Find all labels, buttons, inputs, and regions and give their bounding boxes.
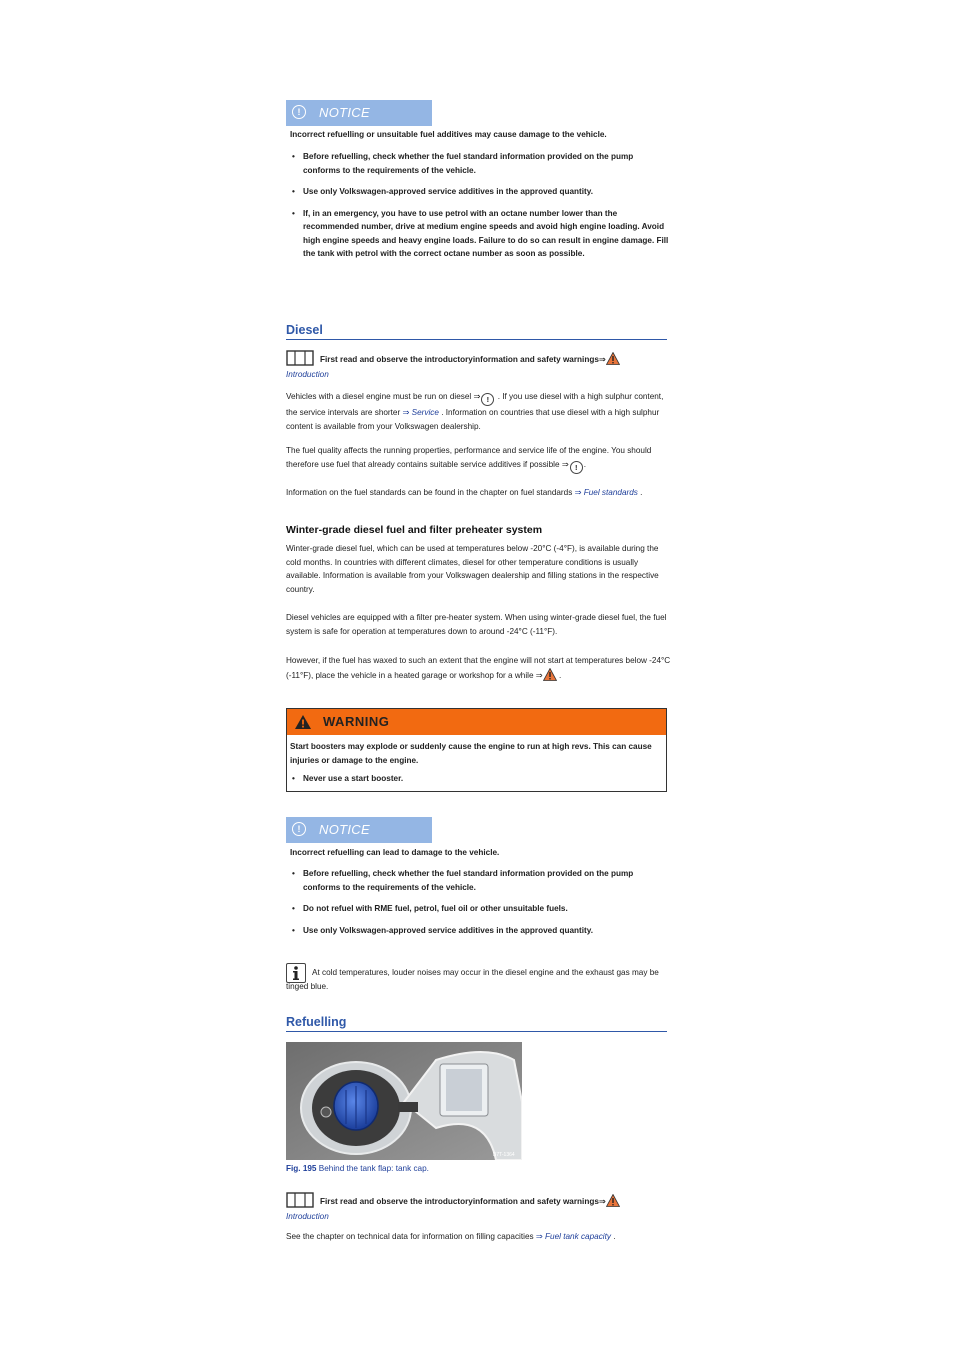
exclamation-icon: !: [292, 105, 306, 119]
warning-lead: Start boosters may explode or suddenly cause the engine to run at high revs. This can cause injuries or damage to the engine.: [290, 742, 652, 765]
notice-lead: Incorrect refuelling can lead to damage to the vehicle.: [290, 848, 500, 857]
tank-cap-figure: [286, 1042, 522, 1160]
introduction-link[interactable]: Introduction: [286, 1212, 329, 1221]
notice-list: [292, 867, 672, 945]
exclamation-icon: !: [292, 822, 306, 836]
list-item: • Do not refuel with RME fuel, petrol, fuel oil or other unsuitable fuels.: [292, 902, 672, 916]
list-item: • Before refuelling, check whether the fuel standard information provided on the pump conforms to the requirements of the vehicle.: [292, 150, 672, 177]
list-item: • Before refuelling, check whether the fuel standard information provided on the pump conforms to the requirements of the vehicle.: [292, 867, 672, 894]
refuelling-paragraph-1: See the chapter on technical data for information on filling capacities ⇒ Fuel tank capacity .: [286, 1232, 616, 1241]
warning-title: WARNING: [323, 714, 390, 729]
warning-box: [286, 708, 667, 792]
notice-header: [286, 817, 432, 843]
winter-paragraph-3: However, if the fuel has waxed to such an extent that the engine will not start at temperatures below -24°C (-11°F), place the vehicle in a heated garage or workshop for a while ⇒ .: [286, 656, 671, 680]
notice-title: NOTICE: [319, 105, 370, 120]
warning-triangle-icon: [543, 668, 557, 681]
winter-paragraph-1: Winter-grade diesel fuel, which can be used at temperatures below -20°C (-4°F), is available during the cold months. In countries with different climates, diesel for other temperature conditions is usually available. Information is available from your Volkswagen dealership and filling stations in the respective country.: [286, 544, 659, 594]
list-item: • Use only Volkswagen-approved service additives in the approved quantity.: [292, 924, 672, 938]
notice-header: [286, 100, 432, 126]
diesel-paragraph-3: Information on the fuel standards can be found in the chapter on fuel standards ⇒ Fuel standards .: [286, 488, 643, 497]
book-icon: [286, 350, 314, 366]
intro-text: First read and observe the introductoryinformation and safety warnings⇒: [320, 352, 620, 367]
winter-diesel-heading: Winter-grade diesel fuel and filter preheater system: [286, 524, 543, 536]
warning-header: [287, 709, 666, 735]
warning-triangle-icon: [606, 1194, 620, 1207]
figure-code: B7T-1364: [493, 1152, 515, 1158]
winter-paragraph-2: Diesel vehicles are equipped with a filter pre-heater system. When using winter-grade diesel fuel, the fuel system is safe for operation at temperatures down to around -24°C (-11°F).: [286, 613, 667, 636]
diesel-paragraph-1: Vehicles with a diesel engine must be run on diesel ⇒ ! . If you use diesel with a high sulphur content, the service intervals are shorter ⇒ Service . Information on countries that use diesel with a high sulphur content is available from your Volkswagen dealership.: [286, 392, 664, 431]
notice-lead: Incorrect refuelling or unsuitable fuel additives may cause damage to the vehicle.: [290, 130, 607, 139]
list-item: • Use only Volkswagen-approved service additives in the approved quantity.: [292, 185, 672, 199]
figure-caption: Fig. 195 Behind the tank flap: tank cap.: [286, 1164, 429, 1173]
notice-inline-icon: !: [481, 393, 494, 406]
warning-triangle-icon: [606, 352, 620, 365]
section-title-refuelling: Refuelling: [286, 1015, 667, 1032]
intro-text: First read and observe the introductoryinformation and safety warnings⇒: [320, 1194, 620, 1209]
warning-icon: [294, 714, 312, 730]
notice-inline-icon: !: [570, 461, 583, 474]
section-title-diesel: Diesel: [286, 323, 667, 340]
notice-title: NOTICE: [319, 822, 370, 837]
diesel-paragraph-2: The fuel quality affects the running properties, performance and service life of the engine. You should therefore use fuel that already contains suitable service additives if possible ⇒ ! .: [286, 446, 652, 472]
fuel-tank-capacity-link[interactable]: ⇒ Fuel tank capacity: [535, 1232, 611, 1241]
info-note-text: At cold temperatures, louder noises may occur in the diesel engine and the exhaust gas may be tinged blue.: [286, 968, 659, 991]
list-item: • Never use a start booster.: [292, 772, 652, 786]
fuel-standards-link[interactable]: ⇒ Fuel standards: [574, 488, 638, 497]
list-item: • If, in an emergency, you have to use petrol with an octane number lower than the recommended number, drive at medium engine speeds and avoid high engine loading. Avoid high engine speeds and heavy engine loads. Failure to do so can result in engine damage. Fill the tank with petrol with the correct octane number as soon as possible.: [292, 207, 672, 261]
introduction-link[interactable]: Introduction: [286, 370, 329, 379]
notice-list: [292, 150, 672, 269]
book-icon: [286, 1192, 314, 1208]
warning-list: [292, 772, 652, 794]
service-link[interactable]: ⇒ Service: [402, 408, 439, 417]
